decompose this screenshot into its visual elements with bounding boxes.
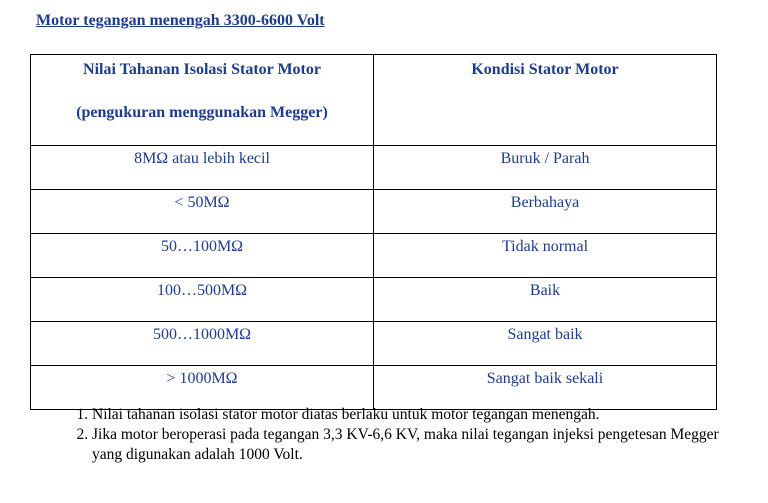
table-row [31, 234, 717, 278]
condition-value: Sangat baik [507, 326, 583, 343]
condition-cell [374, 146, 717, 190]
header-resistance-line1: Nilai Tahanan Isolasi Stator Motor [83, 61, 321, 78]
table-row [31, 366, 717, 410]
notes-list [66, 405, 752, 465]
condition-value: Buruk / Parah [500, 150, 590, 167]
insulation-resistance-table [30, 54, 717, 410]
condition-cell [374, 278, 717, 322]
resistance-value: < 50MΩ [174, 194, 230, 211]
condition-value: Tidak normal [501, 238, 589, 255]
resistance-cell [31, 146, 374, 190]
resistance-value: 8MΩ atau lebih kecil [134, 150, 270, 167]
table-row [31, 322, 717, 366]
table-row [31, 190, 717, 234]
resistance-value: > 1000MΩ [166, 370, 238, 387]
resistance-cell [31, 322, 374, 366]
resistance-value: 500…1000MΩ [152, 326, 252, 343]
list-item: 2. Jika motor beroperasi pada tegangan 3,3 KV-6,6 KV, maka nilai tegangan injeksi pengetesan Megger yang digunakan adalah 1000 Volt. [92, 425, 752, 465]
condition-cell [374, 234, 717, 278]
header-condition [374, 55, 717, 146]
header-resistance [31, 55, 374, 146]
header-condition-label: Kondisi Stator Motor [471, 61, 619, 78]
condition-cell [374, 322, 717, 366]
resistance-cell [31, 366, 374, 410]
page-heading: Motor tegangan menengah 3300-6600 Volt [36, 12, 325, 29]
table-row [31, 146, 717, 190]
table-header-row [31, 55, 717, 146]
resistance-value: 100…500MΩ [156, 282, 248, 299]
condition-value: Berbahaya [510, 194, 580, 211]
condition-value: Sangat baik sekali [486, 370, 604, 387]
resistance-value: 50…100MΩ [160, 238, 244, 255]
table-row [31, 278, 717, 322]
condition-cell [374, 366, 717, 410]
list-item: 1. Nilai tahanan isolasi stator motor diatas berlaku untuk motor tegangan menengah. [92, 405, 752, 425]
resistance-cell [31, 190, 374, 234]
header-resistance-line2: (pengukuran menggunakan Megger) [76, 104, 328, 121]
condition-cell [374, 190, 717, 234]
condition-value: Baik [529, 282, 561, 299]
resistance-cell [31, 234, 374, 278]
resistance-cell [31, 278, 374, 322]
